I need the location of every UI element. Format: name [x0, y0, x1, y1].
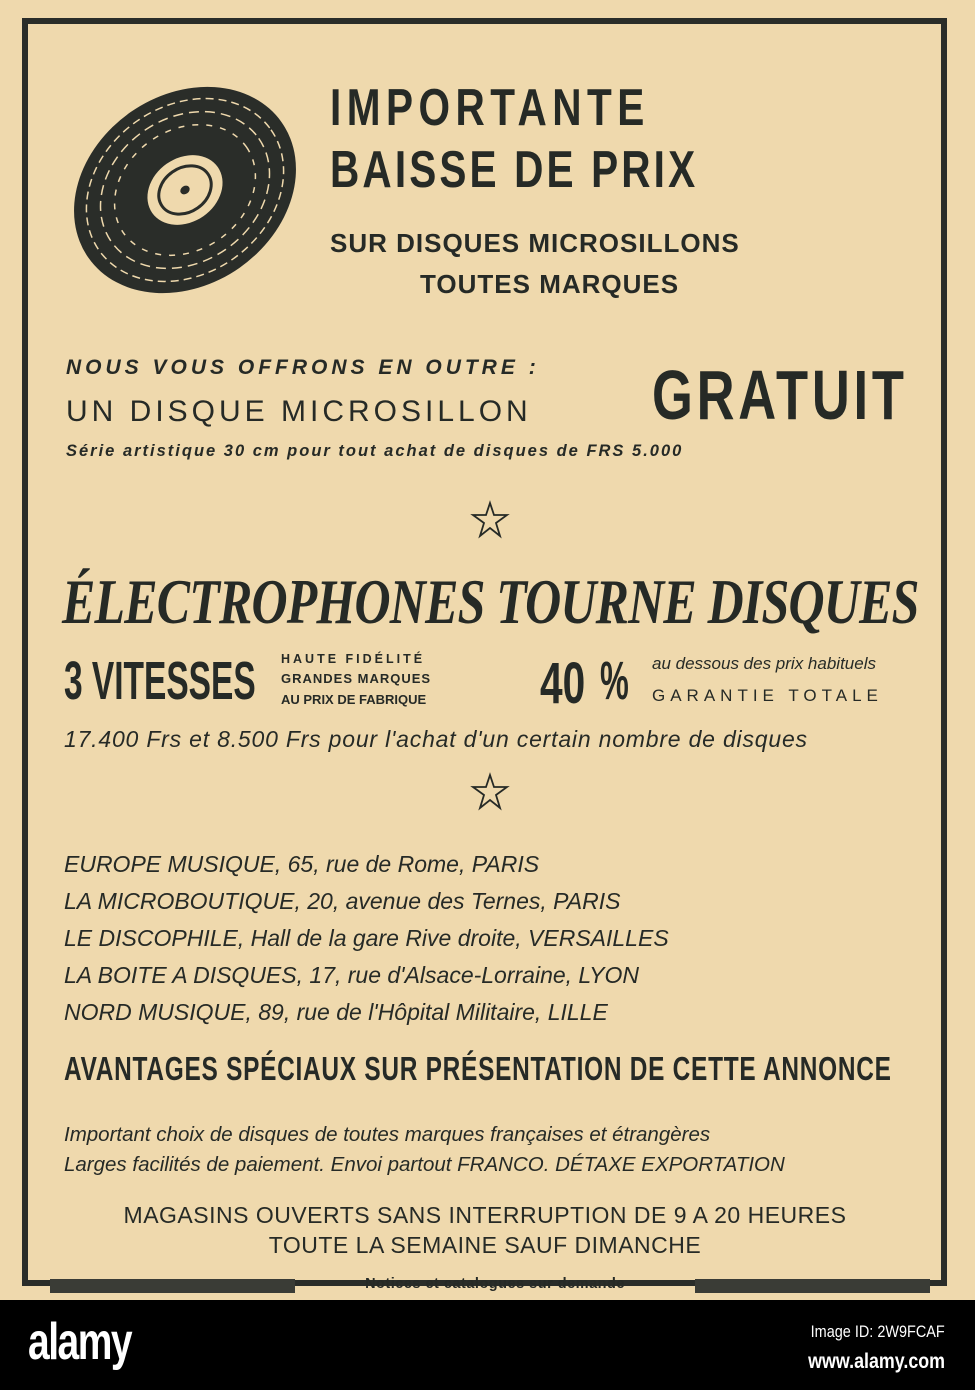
store-item: EUROPE MUSIQUE, 65, rue de Rome, PARIS: [64, 851, 540, 877]
discount-value: 40: [540, 651, 586, 716]
alamy-url: www.alamy.com: [808, 1350, 945, 1373]
store-item: LA BOITE A DISQUES, 17, rue d'Alsace-Lorraine, LYON: [64, 962, 639, 988]
feature-brands: GRANDES MARQUES: [281, 671, 432, 686]
details: [64, 1120, 785, 1180]
image-id: Image ID: 2W9FCAF: [810, 1322, 945, 1341]
products-speeds: 3 VITESSES: [64, 651, 256, 711]
watermark-footer: [0, 1300, 975, 1390]
divider-bar: [695, 1279, 930, 1293]
prices: 17.400 Frs et 8.500 Frs pour l'achat d'un certain nombre de disques: [64, 726, 808, 752]
catalog-notice: Notices et catalogues sur demande: [365, 1276, 625, 1292]
feature-factory-price: AU PRIX DE FABRIQUE: [281, 692, 427, 707]
discount-note: au dessous des prix habituels: [652, 654, 876, 673]
percent-sign: %: [600, 651, 629, 711]
store-item: LA MICROBOUTIQUE, 20, avenue des Ternes, PARIS: [64, 888, 621, 914]
details-line: Larges facilités de paiement. Envoi partout FRANCO. DÉTAXE EXPORTATION: [64, 1153, 785, 1176]
star-icon: [470, 500, 510, 540]
offer-condition: Série artistique 30 cm pour tout achat de disques de FRS 5.000: [66, 442, 684, 460]
headline-subtitle-2: TOUTES MARQUES: [420, 269, 680, 299]
headline-subtitle: SUR DISQUES MICROSILLONS: [330, 228, 740, 258]
headline-baisse-de-prix: BAISSE DE PRIX: [330, 141, 699, 199]
opening-hours: [30, 1200, 940, 1260]
advantages: AVANTAGES SPÉCIAUX SUR PRÉSENTATION DE CETTE ANNONCE: [64, 1050, 892, 1087]
hours-line: MAGASINS OUVERTS SANS INTERRUPTION DE 9 A 20 HEURES: [123, 1202, 847, 1228]
alamy-logo: alamy: [28, 1313, 132, 1371]
store-item: LE DISCOPHILE, Hall de la gare Rive droite, VERSAILLES: [64, 925, 669, 951]
headline-importante: IMPORTANTE: [330, 79, 650, 137]
star-icon: [470, 772, 510, 812]
offer-intro: NOUS VOUS OFFRONS EN OUTRE :: [66, 356, 540, 379]
products-title: ÉLECTROPHONES TOURNE DISQUES: [62, 566, 919, 637]
divider-bar: [50, 1279, 295, 1293]
details-line: Important choix de disques de toutes marques françaises et étrangères: [64, 1123, 711, 1146]
store-list: [64, 846, 669, 1031]
hours-line: TOUTE LA SEMAINE SAUF DIMANCHE: [268, 1232, 702, 1258]
offer-item: UN DISQUE MICROSILLON: [66, 395, 532, 428]
vinyl-record-icon: [60, 40, 310, 340]
guarantee: GARANTIE TOTALE: [652, 686, 883, 705]
store-item: NORD MUSIQUE, 89, rue de l'Hôpital Militaire, LILLE: [64, 999, 608, 1025]
offer-free: GRATUIT: [652, 356, 908, 434]
feature-hifi: HAUTE FIDÉLITÉ: [281, 652, 426, 666]
